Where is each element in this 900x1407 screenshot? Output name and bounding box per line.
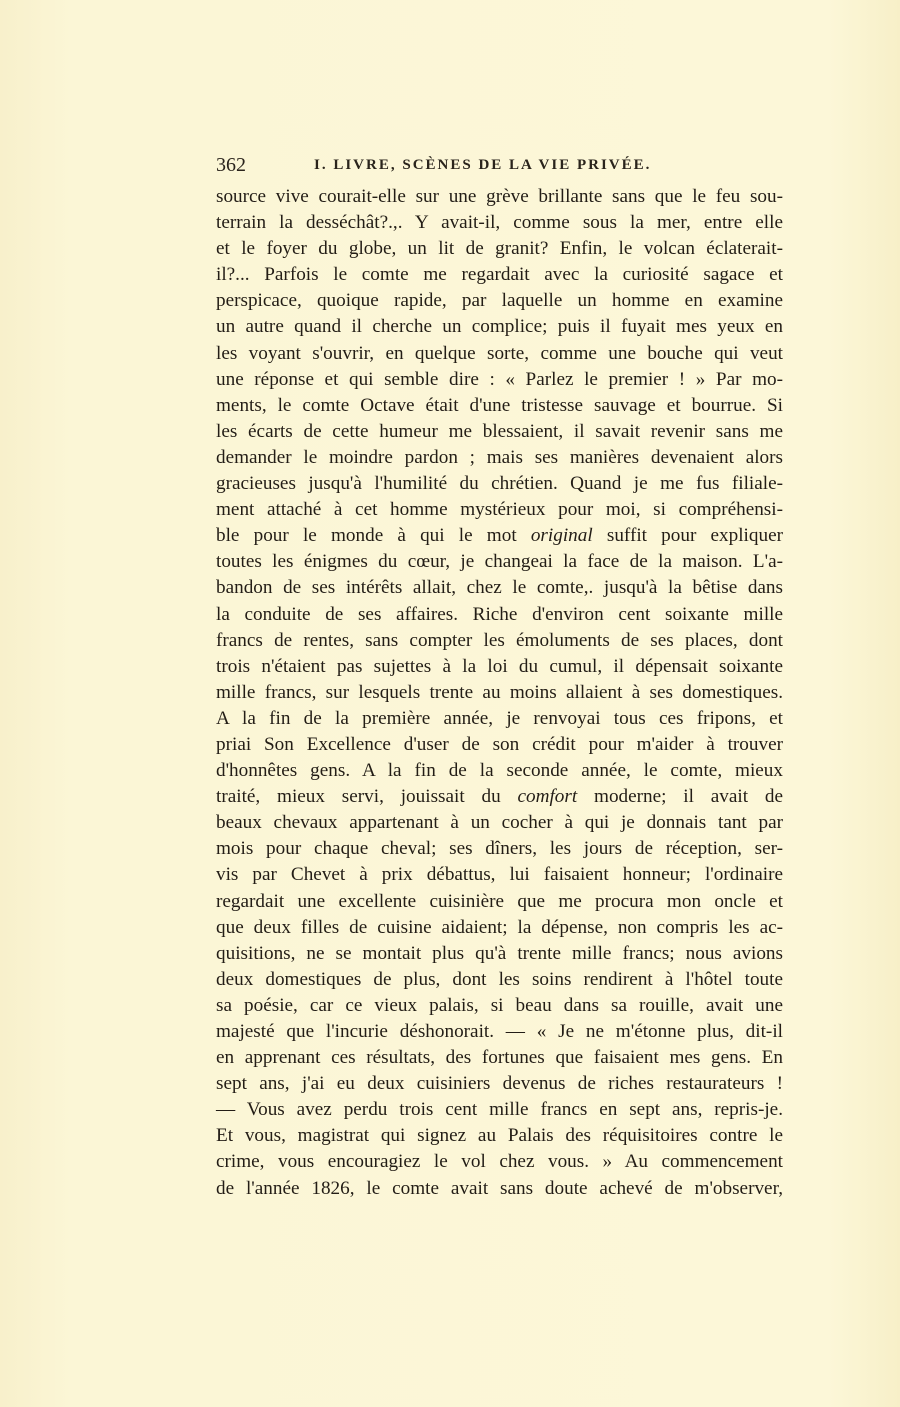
text-line <box>216 523 783 549</box>
text-line: une réponse et qui semble dire : « Parlez le premier ! » Par mo- <box>216 368 783 390</box>
text-line: mois pour chaque cheval; ses dîners, les jours de réception, ser- <box>216 838 783 860</box>
text-line: trois n'étaient pas sujettes à la loi du cumul, il dépensait soixante <box>216 655 783 677</box>
text-line: que deux filles de cuisine aidaient; la dépense, non compris les ac- <box>216 916 783 938</box>
text-line: demander le moindre pardon ; mais ses manières devenaient alors <box>216 446 783 468</box>
page-number: 362 <box>216 154 246 176</box>
text-line: la conduite de ses affaires. Riche d'environ cent soixante mille <box>216 603 783 625</box>
text-segment: moderne; il avait de <box>577 786 783 808</box>
text-line: Et vous, magistrat qui signez au Palais des réquisitoires contre le <box>216 1125 783 1147</box>
text-line: terrain la desséchât?.,. Y avait-il, comme sous la mer, entre elle <box>216 212 783 234</box>
text-line: — Vous avez perdu trois cent mille francs en sept ans, repris-je. <box>216 1099 783 1121</box>
text-line: d'honnêtes gens. A la fin de la seconde année, le comte, mieux <box>216 760 783 782</box>
text-line: ment attaché à cet homme mystérieux pour moi, si compréhensi- <box>216 499 783 521</box>
text-line: beaux chevaux appartenant à un cocher à qui je donnais tant par <box>216 812 783 834</box>
text-segment: traité, mieux servi, jouissait du <box>216 786 518 808</box>
text-line: regardait une excellente cuisinière que me procura mon oncle et <box>216 890 783 912</box>
text-line: et le foyer du globe, un lit de granit? Enfin, le volcan éclaterait- <box>216 238 783 260</box>
text-line: quisitions, ne se montait plus qu'à trente mille francs; nous avions <box>216 942 783 964</box>
text-line: les écarts de cette humeur me blessaient, il savait revenir sans me <box>216 420 783 442</box>
text-line: A la fin de la première année, je renvoyai tous ces fripons, et <box>216 707 783 729</box>
italic-word: original <box>530 525 593 547</box>
text-line: mille francs, sur lesquels trente au moins allaient à ses domestiques. <box>216 681 783 703</box>
text-line: sept ans, j'ai eu deux cuisiniers devenus de riches restaurateurs ! <box>216 1073 783 1095</box>
text-line: priai Son Excellence d'user de son crédit pour m'aider à trouver <box>216 733 783 755</box>
text-line: il?... Parfois le comte me regardait avec la curiosité sagace et <box>216 264 783 286</box>
text-line: de l'année 1826, le comte avait sans doute achevé de m'observer, <box>216 1177 783 1199</box>
italic-word: comfort <box>517 786 578 808</box>
text-line: majesté que l'incurie déshonorait. — « Je ne m'étonne plus, dit-il <box>216 1021 783 1042</box>
body-text <box>216 184 783 1202</box>
text-line: vis par Chevet à prix débattus, lui faisaient honneur; l'ordinaire <box>216 864 783 886</box>
text-line: perspicace, quoique rapide, par laquelle un homme en examine <box>216 290 783 312</box>
text-line: toutes les énigmes du cœur, je changeai la face de la maison. L'a- <box>216 551 783 573</box>
text-line: crime, vous encouragiez le vol chez vous. » Au commencement <box>216 1151 783 1173</box>
text-line: deux domestiques de plus, dont les soins rendirent à l'hôtel toute <box>216 968 783 990</box>
text-line: sa poésie, car ce vieux palais, si beau dans sa rouille, avait une <box>216 994 783 1016</box>
running-title: I. LIVRE, SCÈNES DE LA VIE PRIVÉE. <box>314 157 652 173</box>
text-line: francs de rentes, sans compter les émoluments de ses places, dont <box>216 629 783 651</box>
text-line <box>216 784 783 810</box>
text-line: les voyant s'ouvrir, en quelque sorte, comme une bouche qui veut <box>216 342 783 364</box>
text-line: source vive courait-elle sur une grève brillante sans que le feu sou- <box>216 186 783 207</box>
text-line: en apprenant ces résultats, des fortunes que faisaient mes gens. En <box>216 1047 783 1069</box>
page-header <box>216 154 782 182</box>
text-line: ments, le comte Octave était d'une tristesse sauvage et bourrue. Si <box>216 394 783 416</box>
text-line: gracieuses jusqu'à l'humilité du chrétien. Quand je me fus filiale- <box>216 473 783 495</box>
text-line: un autre quand il cherche un complice; puis il fuyait mes yeux en <box>216 316 783 338</box>
text-line: bandon de ses intérêts allait, chez le comte,. jusqu'à la bêtise dans <box>216 577 783 599</box>
text-segment: ble pour le monde à qui le mot <box>216 525 531 547</box>
text-segment: suffit pour expliquer <box>592 525 783 547</box>
